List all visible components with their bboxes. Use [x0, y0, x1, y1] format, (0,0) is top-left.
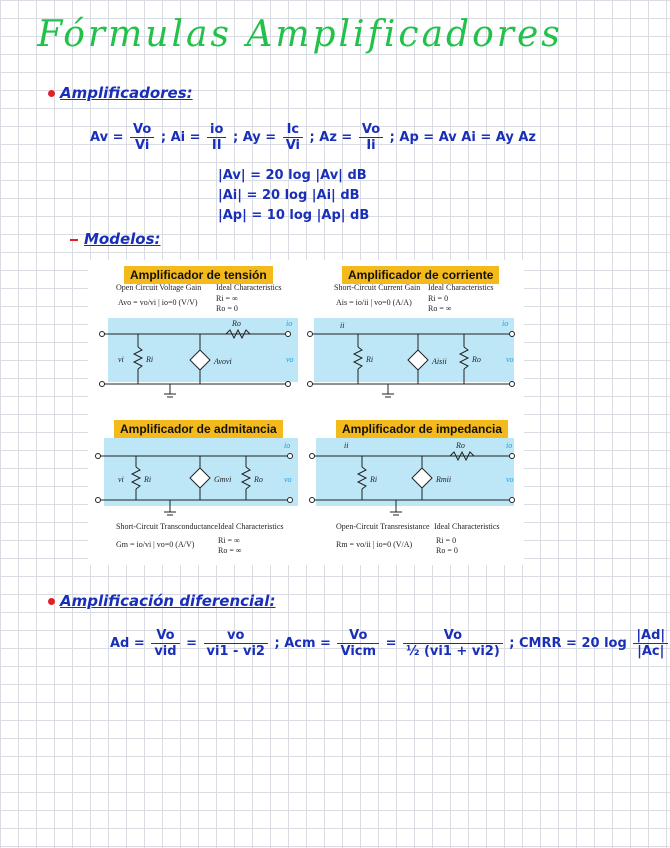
- acm-lhs: ; Acm =: [274, 636, 331, 651]
- label-ri: Ri: [146, 355, 154, 364]
- ideal-label: Ideal Characteristics: [218, 522, 284, 531]
- ideal-ri: Ri = 0: [436, 536, 457, 545]
- label-vi: vi: [118, 355, 124, 364]
- label-vi: vi: [118, 475, 124, 484]
- fraction: $\frac{Ic}{Vi}$: [283, 122, 303, 153]
- label-source: Avovi: [214, 357, 232, 366]
- label-source: Aisii: [432, 357, 447, 366]
- circuit-diagram: [88, 434, 306, 524]
- gain-label: Short-Circuit Current Gain: [334, 283, 421, 292]
- ideal-ri: Ri = ∞: [216, 294, 238, 303]
- differential-formulas: [110, 628, 670, 659]
- gain-label: Short-Circuit Transconductance: [116, 522, 218, 531]
- circuit-diagram: [306, 434, 524, 524]
- label-source: Rmii: [436, 475, 452, 484]
- fraction: $\frac{|Ad|}{|Ac|}$: [633, 628, 668, 659]
- label-ri: Ri: [366, 355, 374, 364]
- ideal-ri: Ri = 0: [428, 294, 449, 303]
- label-ri: Ri: [144, 475, 152, 484]
- fraction: $\frac{io}{II}$: [207, 122, 226, 153]
- ideal-label: Ideal Characteristics: [216, 283, 282, 292]
- label-vo: vo: [506, 355, 514, 364]
- ideal-ro: Ro = ∞: [428, 304, 452, 313]
- section-heading-modelos: Modelos:: [84, 230, 161, 248]
- label-io: io: [502, 319, 509, 328]
- panel-title: Amplificador de admitancia: [114, 420, 283, 438]
- panel-current-amplifier: [306, 262, 524, 402]
- ideal-ro: Ro = 0: [216, 304, 238, 313]
- panel-title: Amplificador de impedancia: [336, 420, 508, 438]
- circuit-diagram: [306, 314, 524, 402]
- fraction: $\frac{Vo}{Ii}$: [359, 122, 383, 153]
- circuit-diagram: [88, 314, 306, 402]
- label-ii: ii: [340, 321, 345, 330]
- gain-ai-lhs: ; Ai =: [160, 130, 201, 145]
- section-heading-diferencial: Amplificación diferencial:: [60, 592, 276, 610]
- page-title: Fórmulas Amplificadores: [37, 14, 563, 55]
- label-ro: Ro: [472, 355, 481, 364]
- fraction: $\frac{Vo}{\text{vid}}$: [151, 628, 179, 659]
- gain-formula: Avo = vo/vi | io=0 (V/V): [118, 298, 198, 307]
- label-vo: vo: [286, 355, 294, 364]
- panel-voltage-amplifier: [88, 262, 306, 402]
- gain-label: Open-Circuit Transresistance: [336, 522, 430, 531]
- label-vo: vo: [506, 475, 514, 484]
- db-ap: |Ap| = 10 log |Ap| dB: [218, 208, 370, 223]
- label-ro: Ro: [456, 441, 465, 450]
- gain-label: Open Circuit Voltage Gain: [116, 283, 202, 292]
- panel-title: Amplificador de corriente: [342, 266, 499, 284]
- ideal-ro: Ro = 0: [436, 546, 458, 555]
- gain-az-lhs: ; Az =: [309, 130, 353, 145]
- fraction: $\frac{Vo}{Vi}$: [130, 122, 154, 153]
- fraction: $\frac{Vo}{\text{Vicm}}$: [337, 628, 379, 659]
- label-ri: Ri: [370, 475, 378, 484]
- power-gain: ; Ap = Av Ai = Ay Az: [389, 130, 536, 145]
- ideal-label: Ideal Characteristics: [428, 283, 494, 292]
- label-io: io: [506, 441, 513, 450]
- ideal-ri: Ri = ∞: [218, 536, 240, 545]
- gain-formula: Ais = io/ii | vo=0 (A/A): [336, 298, 412, 307]
- cmrr-lhs: ; CMRR = 20 log: [509, 636, 627, 651]
- db-av: |Av| = 20 log |Av| dB: [218, 168, 367, 183]
- label-ii: ii: [344, 441, 349, 450]
- gain-formula: Gm = io/vi | vo=0 (A/V): [116, 540, 195, 549]
- acm-eq: =: [385, 636, 397, 651]
- gain-formula: Rm = vo/ii | io=0 (V/A): [336, 540, 413, 549]
- panel-title: Amplificador de tensión: [124, 266, 273, 284]
- gain-formulas: [90, 122, 536, 153]
- bullet: [48, 598, 55, 605]
- label-io: io: [286, 319, 293, 328]
- panel-transconductance-amplifier: [88, 416, 306, 566]
- gain-av-lhs: Av =: [90, 130, 124, 145]
- gain-ay-lhs: ; Ay =: [232, 130, 277, 145]
- fraction: $\frac{vo}{vi1 - vi2}$: [204, 628, 268, 659]
- panel-transresistance-amplifier: [306, 416, 524, 566]
- label-vo: vo: [284, 475, 292, 484]
- section-heading-amplificadores: Amplificadores:: [60, 84, 193, 102]
- ad-lhs: Ad =: [110, 636, 145, 651]
- db-ai: |Ai| = 20 log |Ai| dB: [218, 188, 360, 203]
- label-source: Gmvi: [214, 475, 232, 484]
- ideal-label: Ideal Characteristics: [434, 522, 500, 531]
- fraction: $\frac{Vo}{\text{½ (vi1 + vi2)}}$: [403, 628, 503, 659]
- bullet: [48, 90, 55, 97]
- ad-eq: =: [186, 636, 198, 651]
- ideal-ro: Ro = ∞: [218, 546, 242, 555]
- dash: [70, 239, 78, 241]
- label-ro: Ro: [254, 475, 263, 484]
- label-ro: Ro: [232, 319, 241, 328]
- label-io: io: [284, 441, 291, 450]
